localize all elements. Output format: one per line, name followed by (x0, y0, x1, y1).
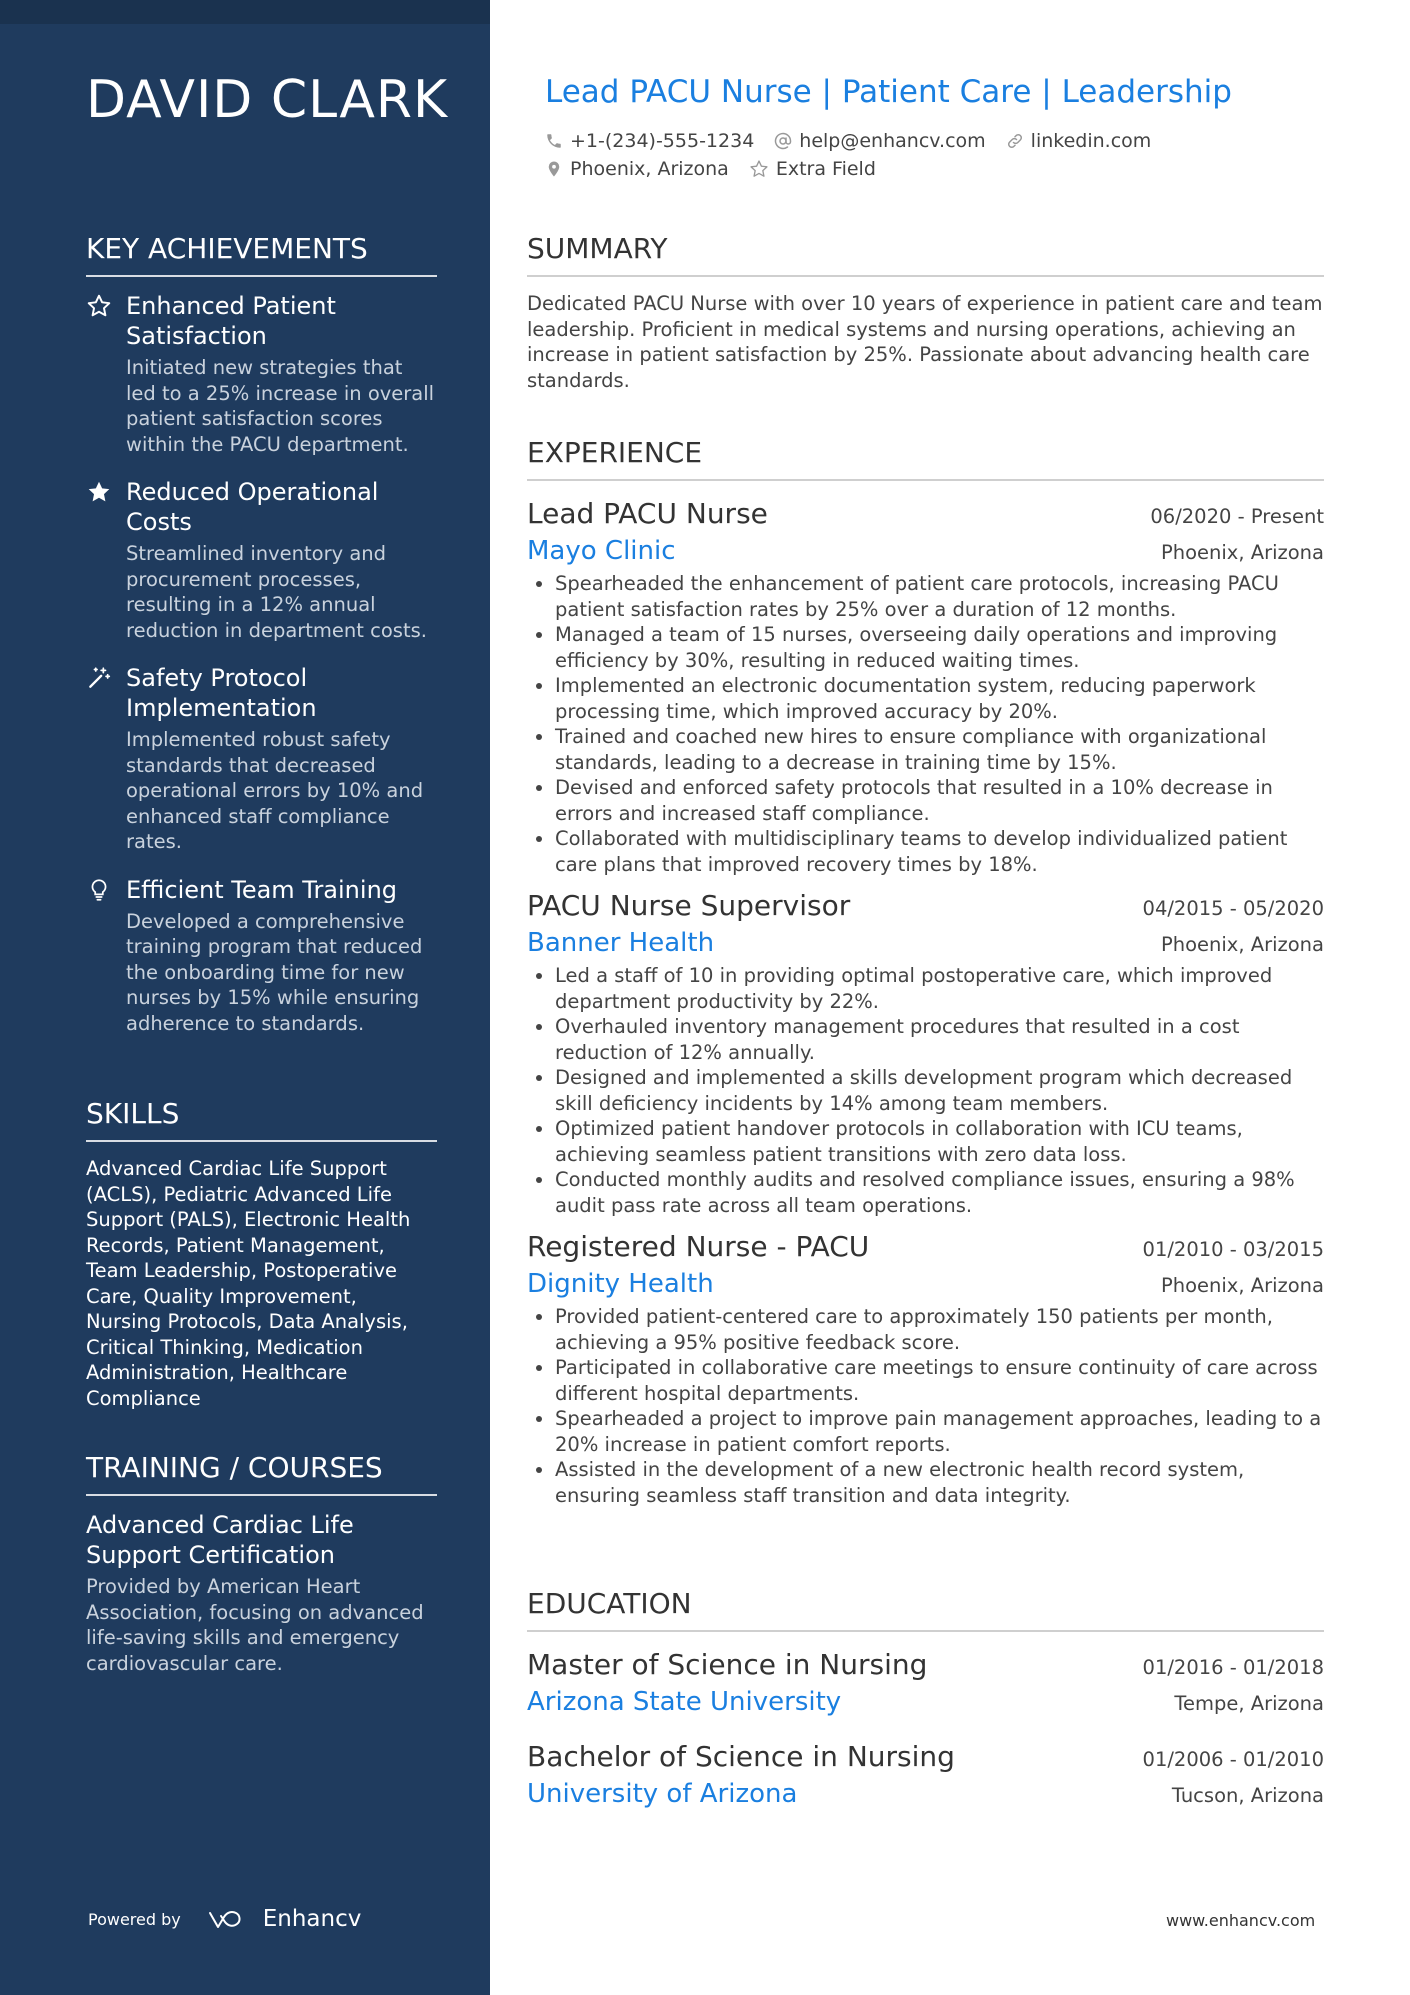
company-name[interactable]: Banner Health (527, 928, 715, 958)
job-bullet: • Conducted monthly audits and resolved compliance issues, ensuring a 98% audit pass rate across all team operations. (555, 1167, 1324, 1218)
sidebar-top-band (0, 0, 490, 24)
education-section (527, 1587, 1324, 1830)
job-bullet: • Assisted in the development of a new electronic health record system, ensuring seamless staff transition and data integrity. (555, 1457, 1324, 1508)
footer-url[interactable]: www.enhancv.com (1166, 1911, 1316, 1930)
job-location: Phoenix, Arizona (1160, 541, 1324, 564)
job-title: Lead PACU Nurse (527, 497, 768, 530)
job-bullet: • Collaborated with multidisciplinary teams to develop individualized patient care plans that improved recovery times by 18%. (555, 826, 1324, 877)
contact-info (545, 127, 1171, 183)
phone-icon (545, 132, 563, 150)
achievement-description: Initiated new strategies that led to a 25% increase in overall patient satisfaction scores within the PACU department. (126, 356, 435, 456)
skills-title: SKILLS (86, 1097, 437, 1142)
achievement-item (86, 663, 437, 855)
key-achievements-section (86, 232, 437, 1056)
lightbulb-icon (86, 877, 112, 903)
key-achievements-title: KEY ACHIEVEMENTS (86, 232, 437, 277)
job-bullet: • Devised and enforced safety protocols that resulted in a 10% decrease in errors and increased staff compliance. (555, 775, 1324, 826)
job-bullets (527, 1304, 1324, 1508)
achievement-item (86, 875, 437, 1037)
training-section (86, 1451, 437, 1676)
headline: Lead PACU Nurse | Patient Care | Leadership (545, 74, 1232, 110)
job-title: PACU Nurse Supervisor (527, 889, 851, 922)
job-location: Phoenix, Arizona (1160, 1274, 1324, 1297)
job-bullet: • Participated in collaborative care meetings to ensure continuity of care across different hospital departments. (555, 1355, 1324, 1406)
summary-title: SUMMARY (527, 232, 1324, 277)
education-entry (527, 1738, 1324, 1812)
job-bullets (527, 571, 1324, 877)
achievement-title: Safety Protocol Implementation (126, 664, 317, 722)
extra-field-text: Extra Field (775, 158, 876, 180)
job-bullets (527, 963, 1324, 1218)
contact-extra (749, 158, 876, 180)
email-text: help@enhancv.com (799, 130, 986, 152)
course-title: Advanced Cardiac Life Support Certification (86, 1511, 354, 1569)
star-outline-icon (86, 293, 112, 319)
company-name[interactable]: Mayo Clinic (527, 536, 676, 566)
school-name[interactable]: Arizona State University (527, 1687, 842, 1717)
summary-text: Dedicated PACU Nurse with over 10 years of experience in patient care and team leadership. Proficient in medical systems and nursing operations, achieving an increase in patient satisfaction by 25%. Passionate about advancing health care standards. (527, 292, 1323, 392)
summary-section (527, 232, 1324, 393)
enhancv-logo-icon (207, 1907, 253, 1931)
achievement-title: Reduced Operational Costs (126, 478, 379, 536)
job-bullet: • Provided patient-centered care to approximately 150 patients per month, achieving a 95% positive feedback score. (555, 1304, 1324, 1355)
company-name[interactable]: Dignity Health (527, 1269, 714, 1299)
star-outline-icon (749, 159, 769, 179)
job-bullet: • Spearheaded a project to improve pain management approaches, leading to a 20% increase in patient comfort reports. (555, 1406, 1324, 1457)
education-entry (527, 1646, 1324, 1720)
job-bullet: • Trained and coached new hires to ensure compliance with organizational standards, leading to a decrease in training time by 15%. (555, 724, 1324, 775)
powered-by-label: Powered by (88, 1909, 181, 1929)
job-bullet: • Implemented an electronic documentation system, reducing paperwork processing time, which improved accuracy by 20%. (555, 673, 1324, 724)
contact-linkedin[interactable] (1006, 130, 1152, 152)
linkedin-text: linkedin.com (1030, 130, 1152, 152)
location-pin-icon (545, 160, 563, 178)
achievement-item (86, 477, 437, 643)
powered-by (88, 1906, 361, 1932)
job-dates: 04/2015 - 05/2020 (1142, 897, 1324, 920)
job-dates: 06/2020 - Present (1150, 505, 1324, 528)
education-dates: 01/2016 - 01/2018 (1142, 1656, 1324, 1679)
experience-title: EXPERIENCE (527, 436, 1324, 481)
sidebar (0, 0, 490, 1995)
candidate-name: DAVID CLARK (86, 70, 449, 130)
job-bullet: • Optimized patient handover protocols in collaboration with ICU teams, achieving seamless patient transitions with zero data loss. (555, 1116, 1324, 1167)
experience-section (527, 436, 1324, 1518)
location-text: Phoenix, Arizona (570, 158, 729, 180)
course-description: Provided by American Heart Association, focusing on advanced life-saving skills and emergency cardiovascular care. (86, 1575, 424, 1675)
job-bullet: • Led a staff of 10 in providing optimal postoperative care, which improved department productivity by 22%. (555, 963, 1324, 1014)
job-bullet: • Managed a team of 15 nurses, overseeing daily operations and improving efficiency by 30%, resulting in reduced waiting times. (555, 622, 1324, 673)
job-entry (527, 1228, 1324, 1508)
achievement-title: Enhanced Patient Satisfaction (126, 292, 336, 350)
contact-email[interactable] (774, 130, 985, 152)
brand-name: Enhancv (262, 1906, 362, 1932)
achievement-description: Streamlined inventory and procurement processes, resulting in a 12% annual reduction in department costs. (126, 542, 427, 642)
achievement-title: Efficient Team Training (126, 875, 398, 904)
contact-phone[interactable] (545, 130, 754, 152)
achievement-description: Developed a comprehensive training program that reduced the onboarding time for new nurses by 15% while ensuring adherence to standards. (126, 909, 423, 1035)
job-entry (527, 495, 1324, 877)
achievement-description: Implemented robust safety standards that decreased operational errors by 10% and enhanced staff compliance rates. (126, 728, 424, 853)
achievement-item (86, 291, 437, 457)
contact-location (545, 158, 729, 180)
job-entry (527, 887, 1324, 1218)
phone-text: +1-(234)-555-1234 (570, 130, 755, 152)
magic-wand-icon (86, 665, 112, 691)
education-location: Tempe, Arizona (1174, 1692, 1324, 1715)
education-title: EDUCATION (527, 1587, 1324, 1632)
at-icon (774, 132, 792, 150)
training-title: TRAINING / COURSES (86, 1451, 437, 1496)
job-bullet: • Overhauled inventory management procedures that resulted in a cost reduction of 12% annually. (555, 1014, 1324, 1065)
degree: Bachelor of Science in Nursing (527, 1740, 955, 1773)
job-bullet: • Spearheaded the enhancement of patient care protocols, increasing PACU patient satisfaction rates by 25% over a duration of 12 months. (555, 571, 1324, 622)
education-location: Tucson, Arizona (1171, 1784, 1324, 1807)
link-icon (1006, 132, 1024, 150)
brand-logo[interactable] (207, 1906, 362, 1932)
job-title: Registered Nurse - PACU (527, 1230, 870, 1263)
degree: Master of Science in Nursing (527, 1648, 928, 1681)
job-bullet: • Designed and implemented a skills development program which decreased skill deficiency incidents by 14% among team members. (555, 1065, 1324, 1116)
school-name[interactable]: University of Arizona (527, 1779, 798, 1809)
skills-section (86, 1097, 437, 1411)
star-filled-icon (86, 479, 112, 505)
skills-list: Advanced Cardiac Life Support (ACLS), Pediatric Advanced Life Support (PALS), Electronic Health Records, Patient Management, Team Leadership, Postoperative Care, Quality Improvement, Nursing Protocols, Data Analysis, Critical Thinking, Medication Administration, Healthcare Compliance (86, 1157, 411, 1410)
job-dates: 01/2010 - 03/2015 (1142, 1238, 1324, 1261)
job-location: Phoenix, Arizona (1160, 933, 1324, 956)
education-dates: 01/2006 - 01/2010 (1142, 1748, 1324, 1771)
